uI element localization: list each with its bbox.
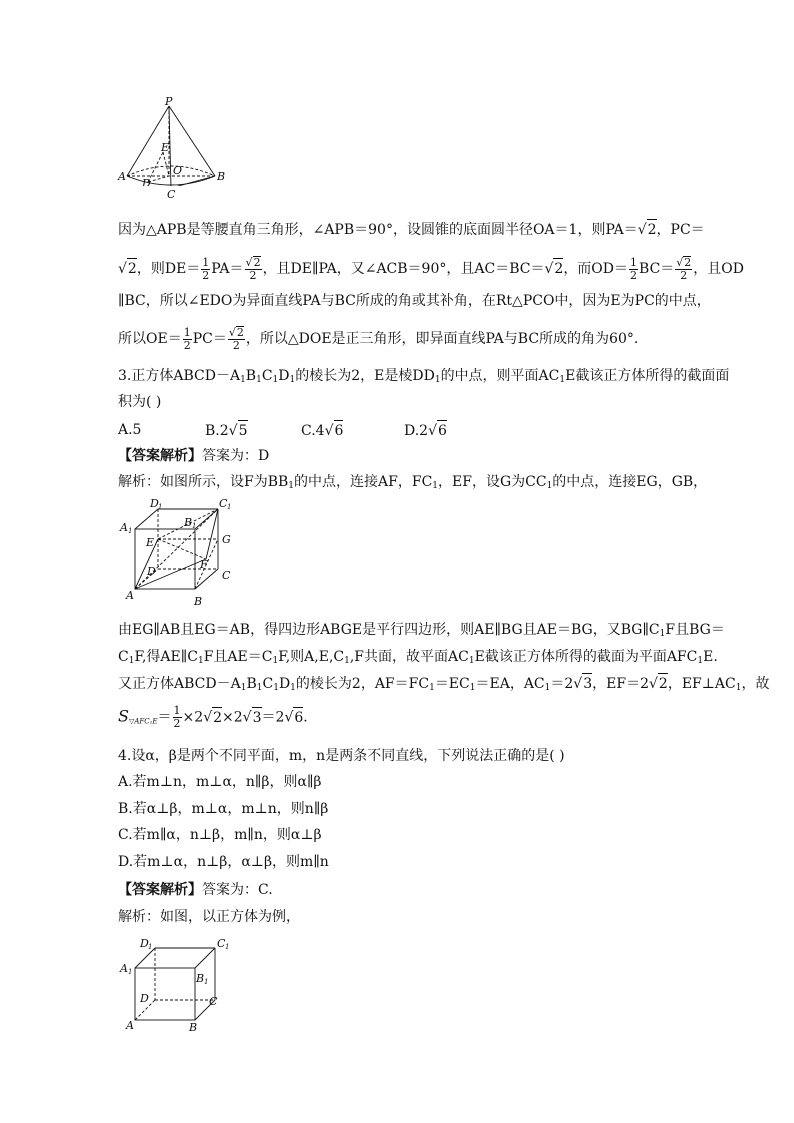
cone-label-O: O xyxy=(173,164,183,177)
cone-label-C: C xyxy=(167,188,176,201)
cube2-label-C: C xyxy=(209,995,218,1008)
q3-area-formula: $S_{▽AFC_1E}=$ $\frac{1}{2}$ ×2√2×2√3＝2√6. xyxy=(118,704,308,730)
cube1-label-G: G xyxy=(222,533,231,546)
cone-label-B: B xyxy=(217,170,226,183)
q3-explanation-3: $C_1F$,得$AE\parallel C_1F$且$AE=C_1F$,则$A,E,C_1,F$共面，故平面$AC_1E$截该正方体所得的截面为平面$AFC_1E$. xyxy=(118,649,718,666)
cone-label-A: A xyxy=(118,170,126,183)
cone-label-D: D xyxy=(142,177,151,186)
svg-text:1: 1 xyxy=(204,978,209,986)
cone-figure xyxy=(115,96,235,186)
q4-option-d: D.若m⊥α，n⊥β，α⊥β，则m∥n xyxy=(118,854,329,870)
q4-stem: 4.设α，β是两个不同平面，m，n是两条不同直线，下列说法正确的是( ) xyxy=(118,748,565,764)
q4-answer: 【答案解析】答案为：C. xyxy=(118,882,273,898)
cube1-label-A: A xyxy=(126,589,134,602)
cube1-label-E: E xyxy=(146,536,155,549)
cube2-label-C1: C xyxy=(217,937,226,950)
cube1-label-C1: C xyxy=(219,497,228,510)
fraction: $\frac{√2}{2}$ xyxy=(676,256,692,282)
q4-option-b: B.若α⊥β，m⊥α，m⊥n，则n∥β xyxy=(118,801,329,817)
cube1-label-B1: B xyxy=(184,516,193,529)
fraction: $\frac{1}{2}$ xyxy=(202,255,210,282)
cube1-label-D1: D xyxy=(150,497,159,510)
cone-label-P: P xyxy=(165,96,173,108)
fraction: $\frac{1}{2}$ xyxy=(630,255,638,282)
p2-line3: ∥BC，所以∠EDO为异面直线PA与BC所成的角或其补角，在Rt△PCO中，因为E为PC的中点， xyxy=(118,293,711,309)
cube1-label-A1: A xyxy=(120,521,128,534)
q3-explanation-1: 解析：如图所示，设F为$BB_1$的中点，连接AF，$FC_1$，EF，设G为$CC_1$的中点，连接EG，GB， xyxy=(118,474,708,491)
q3-option-d: D.2√6 xyxy=(404,420,447,441)
cube2-label-D: D xyxy=(140,992,149,1005)
cube1-label-B: B xyxy=(194,595,203,608)
cube2-label-B: B xyxy=(189,1021,198,1033)
svg-text:1: 1 xyxy=(227,503,232,511)
q3-option-a: A.5 xyxy=(118,422,142,438)
svg-text:1: 1 xyxy=(128,527,133,535)
q4-option-a: A.若m⊥n，m⊥α，n∥β，则α∥β xyxy=(118,774,322,790)
p2-line4: 所以OE＝ $\frac{1}{2}$ PC＝ $\frac{√2}{2}$ ，所以△DOE是正三角形，即异面直线PA与BC所成的角为60°. xyxy=(118,325,639,352)
q3-explanation-4: 又正方体$ABCD-A_1B_1C_1D_1$的棱长为2，$AF=FC_1=EC_1=EA$，$AC_1=2√3$，EF＝2√2，$EF\perp AC_1$，故 xyxy=(118,673,769,698)
fraction: $\frac{1}{2}$ xyxy=(173,704,181,730)
svg-text:1: 1 xyxy=(148,943,153,951)
cone-label-E: E xyxy=(161,141,170,154)
cube1-label-C: C xyxy=(222,569,231,582)
q3-option-c: C.4√6 xyxy=(301,420,343,441)
q4-option-c: C.若m∥α，n⊥β，m∥n，则α⊥β xyxy=(118,827,322,843)
cube-section-figure xyxy=(118,497,248,612)
fraction: $\frac{1}{2}$ xyxy=(183,325,191,352)
p2-line1: 因为△APB是等腰直角三角形，∠APB＝90°，设圆锥的底面圆半径OA＝1，则PA＝√2，PC＝ xyxy=(118,219,705,240)
cube2-label-D1: D xyxy=(140,937,149,950)
cube2-label-A1: A xyxy=(120,962,128,975)
fraction: $\frac{√2}{2}$ xyxy=(228,326,244,352)
q3-explanation-2: 由EG∥AB且EG＝AB，得四边形ABGE是平行四边形，则AE∥BG且AE＝BG，又$BG\parallel C_1F$且BG＝ xyxy=(118,622,725,639)
q4-explanation: 解析：如图，以正方体为例， xyxy=(118,909,300,925)
cube-figure xyxy=(118,935,233,1033)
cube2-label-B1: B xyxy=(196,972,205,985)
cube2-label-A: A xyxy=(126,1019,134,1032)
q3-stem2: 积为( ) xyxy=(118,394,162,410)
cube1-label-F: F xyxy=(200,558,208,571)
q3-stem: 3.正方体$ABCD-A_1B_1C_1D_1$的棱长为2，E是棱$DD_1$的中点，则平面$AC_1E$截该正方体所得的截面面 xyxy=(118,368,730,385)
p2-line2: √2，则DE＝ $\frac{1}{2}$ PA＝ $\frac{√2}{2}$ ，且DE∥PA，又∠ACB＝90°，且AC＝BC＝√2，而OD＝ $\frac{1}{2}$ BC＝ $\frac{√2}{2}$ ，且OD xyxy=(118,255,744,282)
cube1-label-D: D xyxy=(147,565,156,578)
svg-text:1: 1 xyxy=(158,503,163,511)
svg-text:1: 1 xyxy=(192,522,197,530)
svg-text:1: 1 xyxy=(128,968,133,976)
svg-text:1: 1 xyxy=(225,943,230,951)
fraction: $\frac{√2}{2}$ xyxy=(245,256,261,282)
q3-option-b: B.2√5 xyxy=(205,420,248,441)
q3-answer: 【答案解析】答案为：D xyxy=(118,448,270,464)
